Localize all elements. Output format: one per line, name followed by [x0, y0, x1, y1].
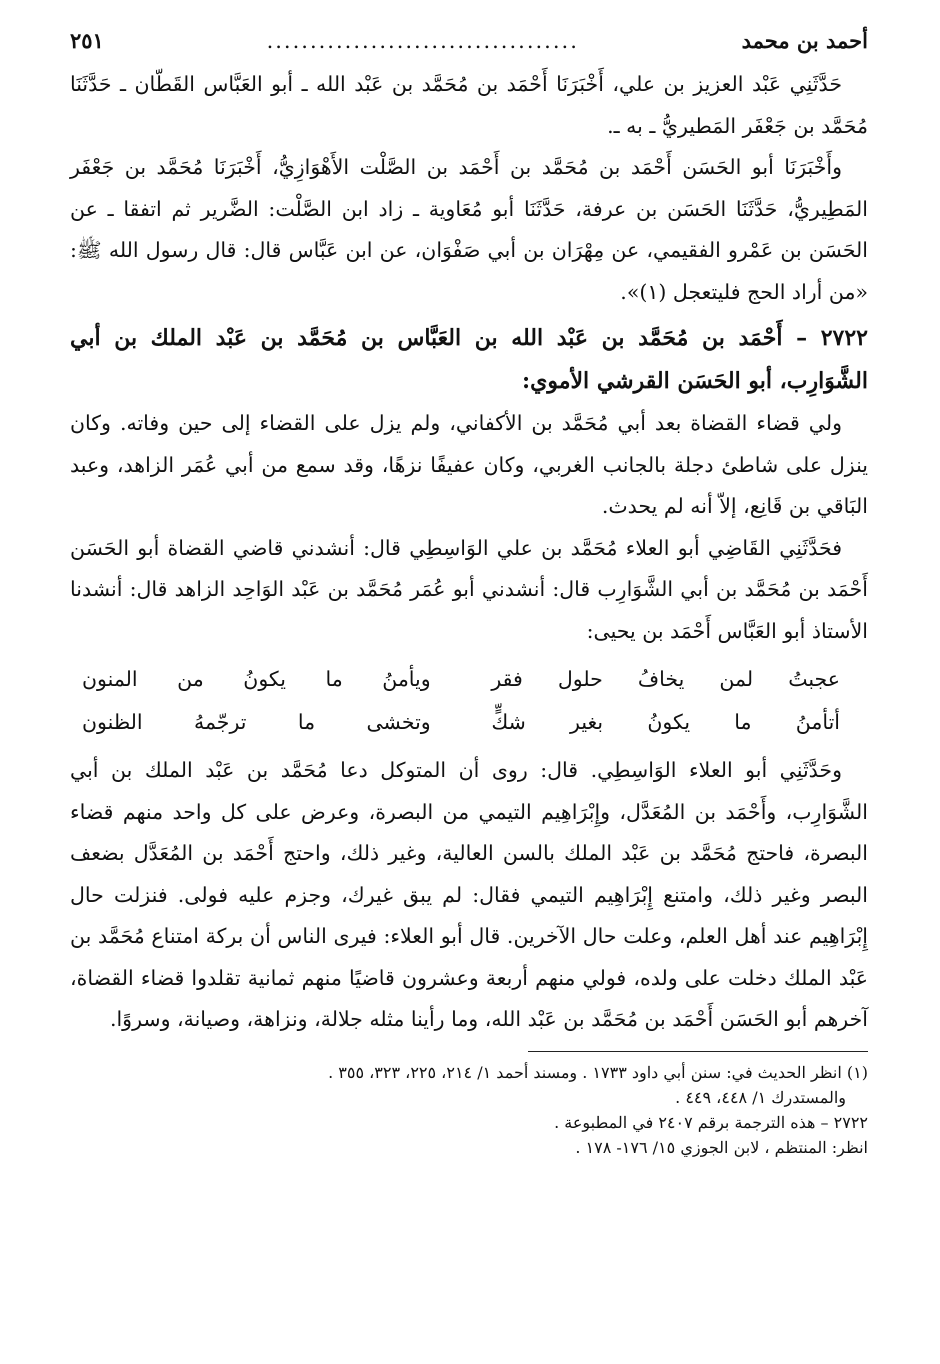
verse-first-hemistich: عجبتُ لمن يخافُ حلول فقر [491, 667, 840, 691]
footnote: ٢٧٢٢ – هذه الترجمة برقم ٢٤٠٧ في المطبوعة . [554, 1112, 868, 1132]
paragraph: ولي قضاء القضاة بعد أبي مُحَمَّد بن الأكفاني، ولم يزل على القضاء إلى حين وفاته. وكان ينزل على شاطئ دجلة بالجانب الغربي، وكان عفيفًا نزهًا، وقد سمع من أبي عُمَر الزاهد، وعبد البَاقي بن قَانِع، إلاّ أنه لم يحدث. [70, 411, 868, 518]
verse-second-hemistich: وتخشى ما ترجّمهُ الظنون [82, 710, 431, 734]
paragraph: فحَدَّثَنِي القَاضِي أبو العلاء مُحَمَّد بن علي الوَاسِطِي قال: أنشدني قاضي القضاة أبو الحَسَن أَحْمَد بن مُحَمَّد بن أبي الشَّوَارِب قال: أنشدني أبو عُمَر مُحَمَّد بن عَبْد الوَاحِد الزاهد قال: أنشدنا الأستاذ أبو العَبَّاس أَحْمَد بن يحيى: [70, 535, 868, 643]
page-header [70, 28, 868, 64]
footnote: (١) انظر الحديث في: سنن أبي داود ١٧٣٣ . ومسند أحمد ١/ ٢١٤، ٢٢٥، ٣٢٣، ٣٥٥ . [328, 1062, 868, 1082]
running-title: أحمد بن محمد [741, 28, 868, 53]
header-dots: .................................... [266, 29, 579, 53]
poem [70, 658, 868, 744]
footnote: انظر: المنتظم ، لابن الجوزي ١٥/ ١٧٦- ١٧٨ . [575, 1137, 868, 1157]
paragraph: وأَخْبَرَنَا أبو الحَسَن أَحْمَد بن مُحَمَّد بن أَحْمَد بن الصَّلْت الأَهْوَازِيُّ، أَخْبَرَنَا مُحَمَّد بن جَعْفَر المَطِيريُّ، حَدَّثَنَا الحَسَن بن عرفة، حَدَّثَنَا أبو مُعَاوية ـ زاد ابن الصَّلْت: الضَّرير ثم اتفقا ـ عن الحَسَن بن عَمْرو الفقيمي، عن مِهْرَان بن أبي صَفْوَان، عن ابن عَبَّاس قال: قال رسول الله ﷺ: «من أراد الحج فليتعجل (١)». [70, 155, 868, 304]
verse-first-hemistich: أتأمنُ ما يكونُ بغير شكٍّ [491, 710, 840, 734]
entry-title: ٢٧٢٢ – أَحْمَد بن مُحَمَّد بن عَبْد الله بن العَبَّاس بن مُحَمَّد بن عَبْد الملك بن أبي الشَّوَارِب، أبو الحَسَن القرشي الأموي: [70, 325, 868, 394]
footnote-separator [528, 1051, 868, 1052]
paragraph: وحَدَّثَنِي أبو العلاء الوَاسِطِي. قال: روى أن المتوكل دعا مُحَمَّد بن عَبْد الملك بن أبي الشَّوَارِب، وأَحْمَد بن المُعَدَّل، وإِبْرَاهِيم التيمي من البصرة، وعرض على كل واحد منهم قضاء البصرة، فاحتج مُحَمَّد بن عَبْد الملك بالسن العالية، وغير ذلك، واحتج أَحْمَد بن المُعَدَّل بضعف البصر وغير ذلك، وامتنع إِبْرَاهِيم التيمي فقال: لم يبق غيرك، وجزم عليه فولى. فنزلت حال إِبْرَاهِيم عند أهل العلم، وعلت حال الآخرين. قال أبو العلاء: فيرى الناس أن بركة امتناع مُحَمَّد بن عَبْد الملك دخلت على ولده، فولي منهم أربعة وعشرون قاضيًا منهم ثمانية تقلدوا قضاء القضاة، آخرهم أبو الحَسَن أَحْمَد بن مُحَمَّد بن عَبْد الله، وما رأينا مثله جلالة، ونزاهة، وصيانة، وسروًا. [70, 758, 868, 1031]
verse-second-hemistich: ويأمنُ ما يكونُ من المنون [82, 667, 431, 691]
paragraph: حَدَّثَنِي عَبْد العزيز بن علي، أَخْبَرَنَا أَحْمَد بن مُحَمَّد بن عَبْد الله ـ أبو العَبَّاس القَطّان ـ حَدَّثَنَا مُحَمَّد بن جَعْفَر المَطيريُّ ـ به ـ. [70, 72, 868, 138]
poem-verse [70, 701, 868, 744]
footnote: والمستدرك ١/ ٤٤٨، ٤٤٩ . [675, 1087, 846, 1107]
page-number: ٢٥١ [70, 28, 104, 53]
poem-verse [70, 658, 868, 701]
